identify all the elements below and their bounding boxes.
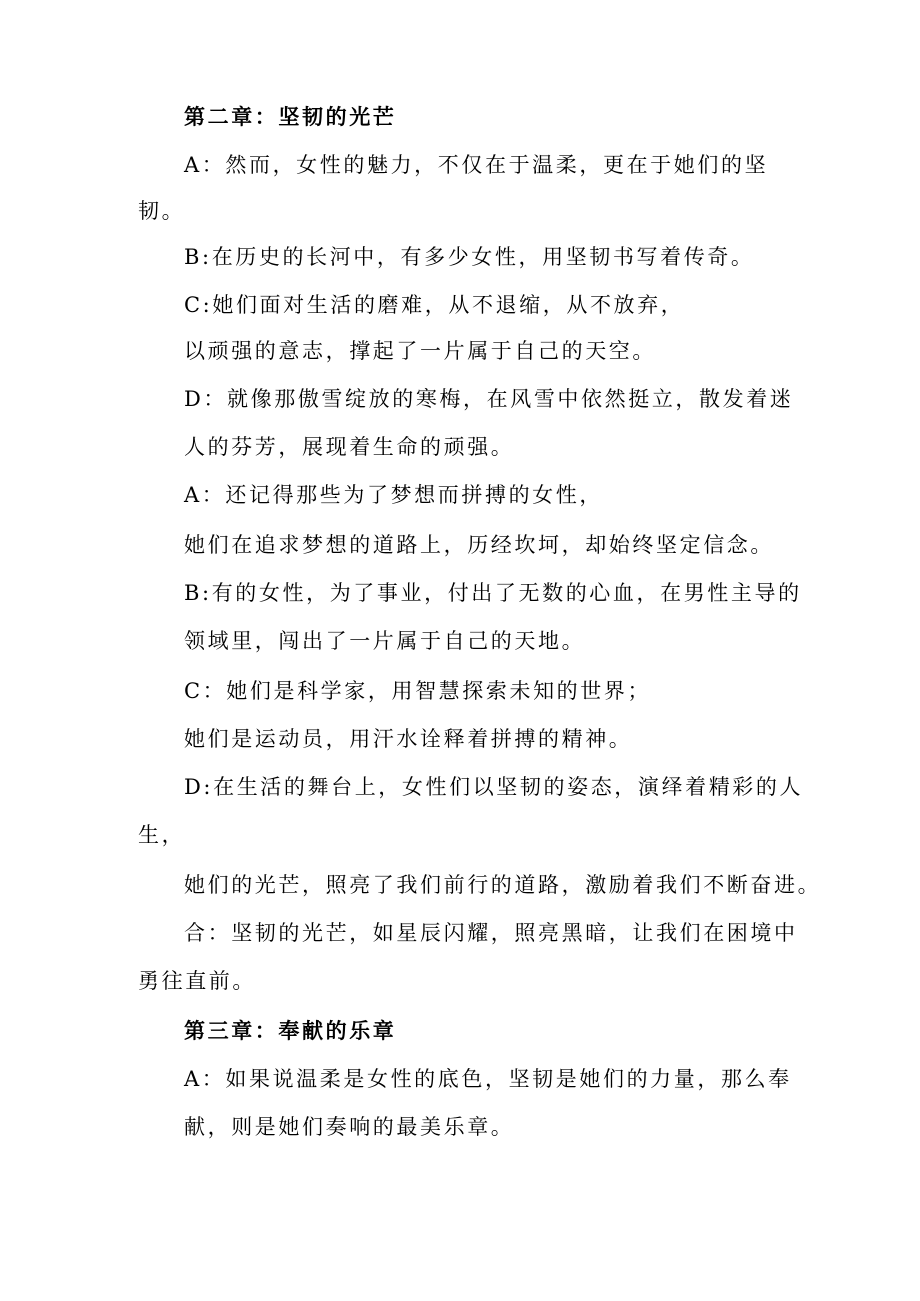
paragraph-line: 领域里，闯出了一片属于自己的天地。 [184,629,586,653]
paragraph-line: 韧。 [138,199,186,223]
paragraph-line: 生， [138,823,186,847]
paragraph-line: 她们的光芒，照亮了我们前行的道路，激励着我们不断奋进。 [184,873,822,897]
paragraph-line: 人的芬芳，展现着生命的顽强。 [184,435,515,459]
paragraph-line: D：就像那傲雪绽放的寒梅，在风雪中依然挺立，散发着迷 [184,387,794,411]
paragraph-line: 献，则是她们奏响的最美乐章。 [184,1115,515,1139]
paragraph-line: C:她们面对生活的磨难，从不退缩，从不放弃， [184,293,685,317]
paragraph-line: B:有的女性，为了事业，付出了无数的心血，在男性主导的 [184,581,802,605]
paragraph-line: D:在生活的舞台上，女性们以坚韧的姿态，演绎着精彩的人 [184,775,804,799]
paragraph-line: 她们在追求梦想的道路上，历经坎坷，却始终坚定信念。 [184,533,774,557]
paragraph-line: 勇往直前。 [138,969,256,993]
chapter-2-heading: 第二章：坚韧的光芒 [184,104,397,129]
paragraph-line: A：然而，女性的魅力，不仅在于温柔，更在于她们的坚 [184,153,769,177]
chapter-3-heading: 第三章：奉献的乐章 [184,1018,397,1043]
paragraph-line: 以顽强的意志，撑起了一片属于自己的天空。 [184,339,656,363]
paragraph-line: 合：坚韧的光芒，如星辰闪耀，照亮黑暗，让我们在困境中 [184,921,798,945]
paragraph-line: A：还记得那些为了梦想而拼搏的女性， [184,483,603,507]
paragraph-line: 她们是运动员，用汗水诠释着拼搏的精神。 [184,727,633,751]
paragraph-line: A：如果说温柔是女性的底色，坚韧是她们的力量，那么奉 [184,1067,792,1091]
paragraph-line: C：她们是科学家，用智慧探索未知的世界； [184,679,652,703]
paragraph-line: B:在历史的长河中，有多少女性，用坚韧书写着传奇。 [184,245,755,269]
